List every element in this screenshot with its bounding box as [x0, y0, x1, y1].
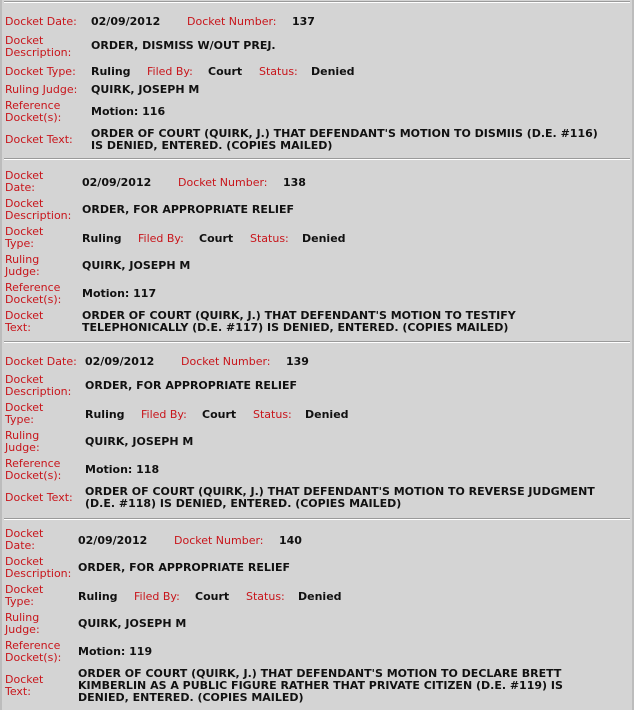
docket-type-value: Ruling: [78, 590, 118, 603]
docket-description-value: ORDER, FOR APPROPRIATE RELIEF: [85, 379, 298, 392]
docket-text-label-line2: Text:: [5, 321, 31, 334]
docket-type-label-line2: Type:: [5, 595, 34, 608]
reference-value: Motion: 118: [85, 463, 160, 476]
docket-description-label-line2: Description:: [5, 209, 72, 222]
filed-by-value: Court: [199, 232, 234, 245]
reference-value: Motion: 117: [82, 287, 157, 300]
docket-description-label-line2: Description:: [5, 46, 72, 59]
docket-text-label-line1: Docket: [5, 309, 44, 322]
docket-date-label: Docket Date:: [5, 355, 77, 368]
docket-type-label-line1: Docket: [5, 583, 44, 596]
ruling-judge-value: QUIRK, JOSEPH M: [82, 259, 191, 272]
docket-description-value: ORDER, FOR APPROPRIATE RELIEF: [82, 203, 295, 216]
ruling-judge-label-line1: Ruling: [5, 429, 40, 442]
ruling-judge-value: QUIRK, JOSEPH M: [91, 83, 200, 96]
docket-type-label-line1: Docket: [5, 401, 44, 414]
reference-label-line1: Reference: [5, 457, 61, 470]
reference-label-line2: Docket(s):: [5, 469, 62, 482]
docket-number-label: Docket Number:: [181, 355, 271, 368]
docket-type-label-line2: Type:: [5, 413, 34, 426]
ruling-judge-label-line2: Judge:: [5, 265, 40, 278]
ruling-judge-label-line2: Judge:: [5, 441, 40, 454]
docket-text-line1: ORDER OF COURT (QUIRK, J.) THAT DEFENDANT'S MOTION TO DECLARE BRETT: [78, 667, 562, 680]
separator: [4, 1, 630, 3]
docket-text-line2: IS DENIED, ENTERED. (COPIES MAILED): [91, 139, 333, 152]
docket-description-value: ORDER, DISMISS W/OUT PREJ.: [91, 39, 276, 52]
docket-date-label-line1: Docket: [5, 169, 44, 182]
docket-number-label: Docket Number:: [187, 15, 277, 28]
ruling-judge-label-line2: Judge:: [5, 623, 40, 636]
filed-by-label: Filed By:: [141, 408, 187, 421]
docket-date-value: 02/09/2012: [78, 534, 148, 547]
docket-number-value: 137: [292, 15, 315, 28]
reference-label-line2: Docket(s):: [5, 293, 62, 306]
ruling-judge-value: QUIRK, JOSEPH M: [78, 617, 187, 630]
docket-date-label: Docket Date:: [5, 15, 77, 28]
docket-date-value: 02/09/2012: [82, 176, 152, 189]
separator: [4, 158, 630, 160]
docket-date-label-line2: Date:: [5, 539, 35, 552]
docket-date-value: 02/09/2012: [91, 15, 161, 28]
docket-text-label: Docket Text:: [5, 133, 73, 146]
reference-label-line1: Reference: [5, 639, 61, 652]
filed-by-value: Court: [202, 408, 237, 421]
status-label: Status:: [250, 232, 289, 245]
docket-description-label-line1: Docket: [5, 197, 44, 210]
docket-type-label: Docket Type:: [5, 65, 76, 78]
docket-date-label-line2: Date:: [5, 181, 35, 194]
docket-type-value: Ruling: [82, 232, 122, 245]
reference-label-line2: Docket(s):: [5, 651, 62, 664]
docket-type-label-line2: Type:: [5, 237, 34, 250]
docket-text-line1: ORDER OF COURT (QUIRK, J.) THAT DEFENDANT'S MOTION TO TESTIFY: [82, 309, 516, 322]
status-label: Status:: [246, 590, 285, 603]
reference-label-line1: Reference: [5, 99, 61, 112]
frame-border-left: [0, 0, 2, 710]
docket-description-label-line2: Description:: [5, 567, 72, 580]
docket-text-line2: (D.E. #118) IS DENIED, ENTERED. (COPIES MAILED): [85, 497, 402, 510]
docket-text-label-line1: Docket: [5, 673, 44, 686]
docket-number-label: Docket Number:: [174, 534, 264, 547]
docket-text-line2: KIMBERLIN AS A PUBLIC FIGURE RATHER THAT PRIVATE CITIZEN (D.E. #119) IS: [78, 679, 563, 692]
docket-description-label-line1: Docket: [5, 555, 44, 568]
reference-label-line1: Reference: [5, 281, 61, 294]
filed-by-value: Court: [195, 590, 230, 603]
filed-by-label: Filed By:: [138, 232, 184, 245]
docket-description-label-line1: Docket: [5, 373, 44, 386]
status-value: Denied: [298, 590, 342, 603]
docket-date-value: 02/09/2012: [85, 355, 155, 368]
docket-number-value: 139: [286, 355, 309, 368]
reference-label-line2: Docket(s):: [5, 111, 62, 124]
docket-text-line1: ORDER OF COURT (QUIRK, J.) THAT DEFENDANT'S MOTION TO REVERSE JUDGMENT: [85, 485, 595, 498]
docket-text-label: Docket Text:: [5, 491, 73, 504]
docket-description-value: ORDER, FOR APPROPRIATE RELIEF: [78, 561, 291, 574]
docket-number-value: 138: [283, 176, 306, 189]
ruling-judge-label-line1: Ruling: [5, 253, 40, 266]
separator: [4, 518, 630, 520]
docket-text-line2: TELEPHONICALLY (D.E. #117) IS DENIED, ENTERED. (COPIES MAILED): [82, 321, 509, 334]
docket-date-label-line1: Docket: [5, 527, 44, 540]
reference-value: Motion: 119: [78, 645, 153, 658]
status-value: Denied: [305, 408, 349, 421]
status-label: Status:: [259, 65, 298, 78]
reference-value: Motion: 116: [91, 105, 166, 118]
status-label: Status:: [253, 408, 292, 421]
filed-by-label: Filed By:: [134, 590, 180, 603]
filed-by-value: Court: [208, 65, 243, 78]
ruling-judge-label: Ruling Judge:: [5, 83, 78, 96]
status-value: Denied: [311, 65, 355, 78]
docket-type-value: Ruling: [85, 408, 125, 421]
docket-number-label: Docket Number:: [178, 176, 268, 189]
docket-type-value: Ruling: [91, 65, 131, 78]
docket-text-line3: DENIED, ENTERED. (COPIES MAILED): [78, 691, 304, 704]
docket-text-line1: ORDER OF COURT (QUIRK, J.) THAT DEFENDANT'S MOTION TO DISMIIS (D.E. #116): [91, 127, 598, 140]
docket-description-label-line1: Docket: [5, 34, 44, 47]
status-value: Denied: [302, 232, 346, 245]
ruling-judge-label-line1: Ruling: [5, 611, 40, 624]
docket-number-value: 140: [279, 534, 302, 547]
filed-by-label: Filed By:: [147, 65, 193, 78]
separator: [4, 341, 630, 343]
docket-description-label-line2: Description:: [5, 385, 72, 398]
ruling-judge-value: QUIRK, JOSEPH M: [85, 435, 194, 448]
docket-type-label-line1: Docket: [5, 225, 44, 238]
docket-text-label-line2: Text:: [5, 685, 31, 698]
